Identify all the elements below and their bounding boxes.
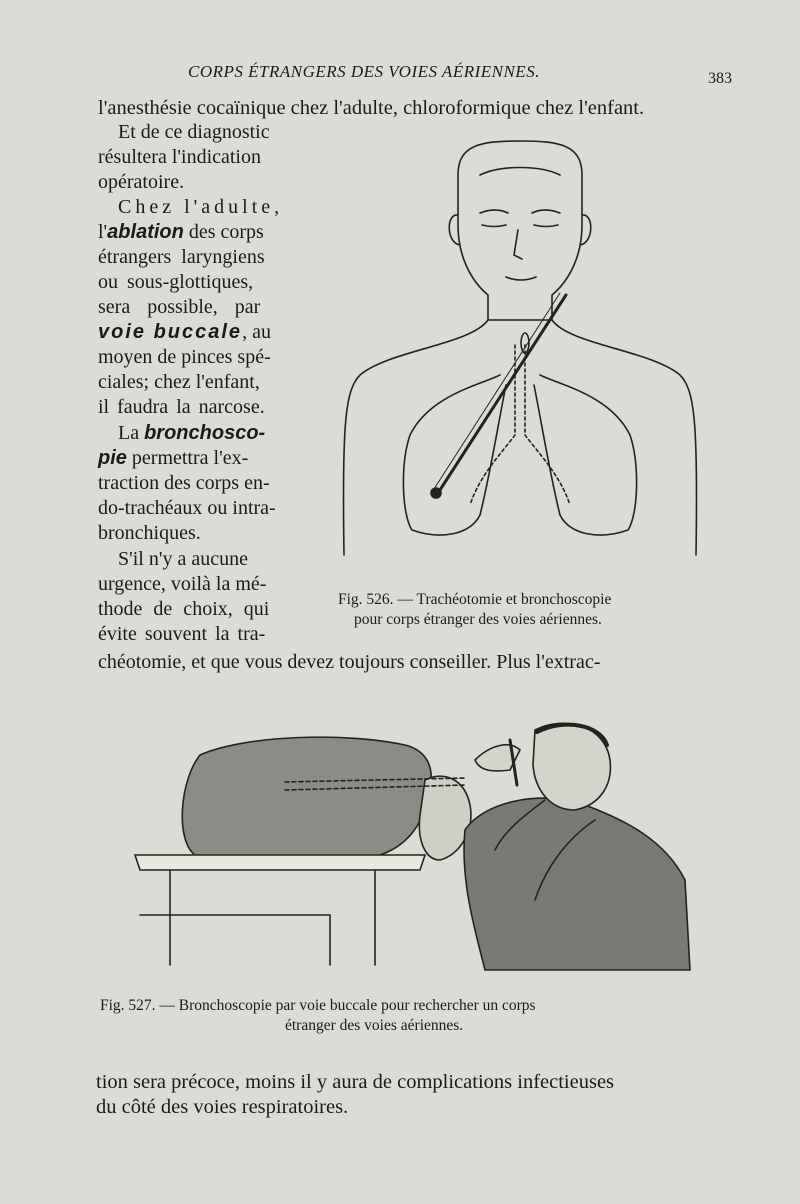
- text-line: S'il n'y a aucune: [118, 548, 248, 570]
- text-line: il faudra la narcose.: [98, 396, 265, 418]
- text-line: urgence, voilà la mé-: [98, 573, 267, 595]
- page-number: 383: [708, 70, 732, 87]
- figure-526-illustration: [330, 135, 730, 575]
- text-line: Chez l'adulte,: [118, 196, 284, 218]
- emphasis-text: pie: [98, 447, 127, 469]
- text-fragment: l': [98, 221, 108, 243]
- text-fragment: , au: [242, 321, 271, 343]
- figure-527-caption-line-1: Fig. 527. — Bronchoscopie par voie buccale pour rechercher un corps: [100, 997, 536, 1014]
- text-line: étrangers laryngiens: [98, 246, 265, 268]
- text-line: tion sera précoce, moins il y aura de complications infectieuses: [96, 1071, 615, 1093]
- figure-527-caption-line-2: étranger des voies aériennes.: [285, 1017, 464, 1034]
- text-line: [98, 446, 248, 470]
- text-line: évite souvent la tra-: [98, 623, 266, 645]
- text-line: Et de ce diagnostic: [118, 121, 270, 143]
- text-line: do-trachéaux ou intra-: [98, 497, 276, 519]
- text-fragment: permettra l'ex-: [126, 447, 249, 469]
- figure-526-caption-line-2: pour corps étranger des voies aériennes.: [354, 611, 602, 628]
- text-line: moyen de pinces spé-: [98, 346, 271, 368]
- text-line: ou sous-glottiques,: [98, 271, 254, 293]
- text-fragment: La: [118, 422, 145, 444]
- figure-526-caption-line-1: Fig. 526. — Trachéotomie et bronchoscopie: [338, 591, 612, 608]
- emphasis-text: bronchosco-: [144, 422, 266, 444]
- text-line: [98, 220, 264, 244]
- running-header: CORPS ÉTRANGERS DES VOIES AÉRIENNES.: [188, 62, 540, 81]
- text-line: chéotomie, et que vous devez toujours conseiller. Plus l'extrac-: [98, 651, 601, 673]
- text-line: du côté des voies respiratoires.: [96, 1096, 349, 1118]
- text-line: bronchiques.: [98, 522, 201, 544]
- text-line: [98, 320, 271, 344]
- text-line: opératoire.: [98, 171, 185, 193]
- figure-527-illustration: [125, 710, 705, 980]
- text-fragment: des corps: [183, 221, 264, 243]
- text-line: l'anesthésie cocaïnique chez l'adulte, chloroformique chez l'enfant.: [98, 97, 645, 119]
- text-line: sera possible, par: [98, 296, 261, 318]
- text-line: [118, 421, 265, 445]
- emphasis-text: voie buccale: [98, 321, 243, 343]
- text-line: résultera l'indication: [98, 146, 261, 168]
- emphasis-text: ablation: [107, 221, 184, 243]
- text-line: traction des corps en-: [98, 472, 270, 494]
- text-line: thode de choix, qui: [98, 598, 270, 620]
- text-line: ciales; chez l'enfant,: [98, 371, 260, 393]
